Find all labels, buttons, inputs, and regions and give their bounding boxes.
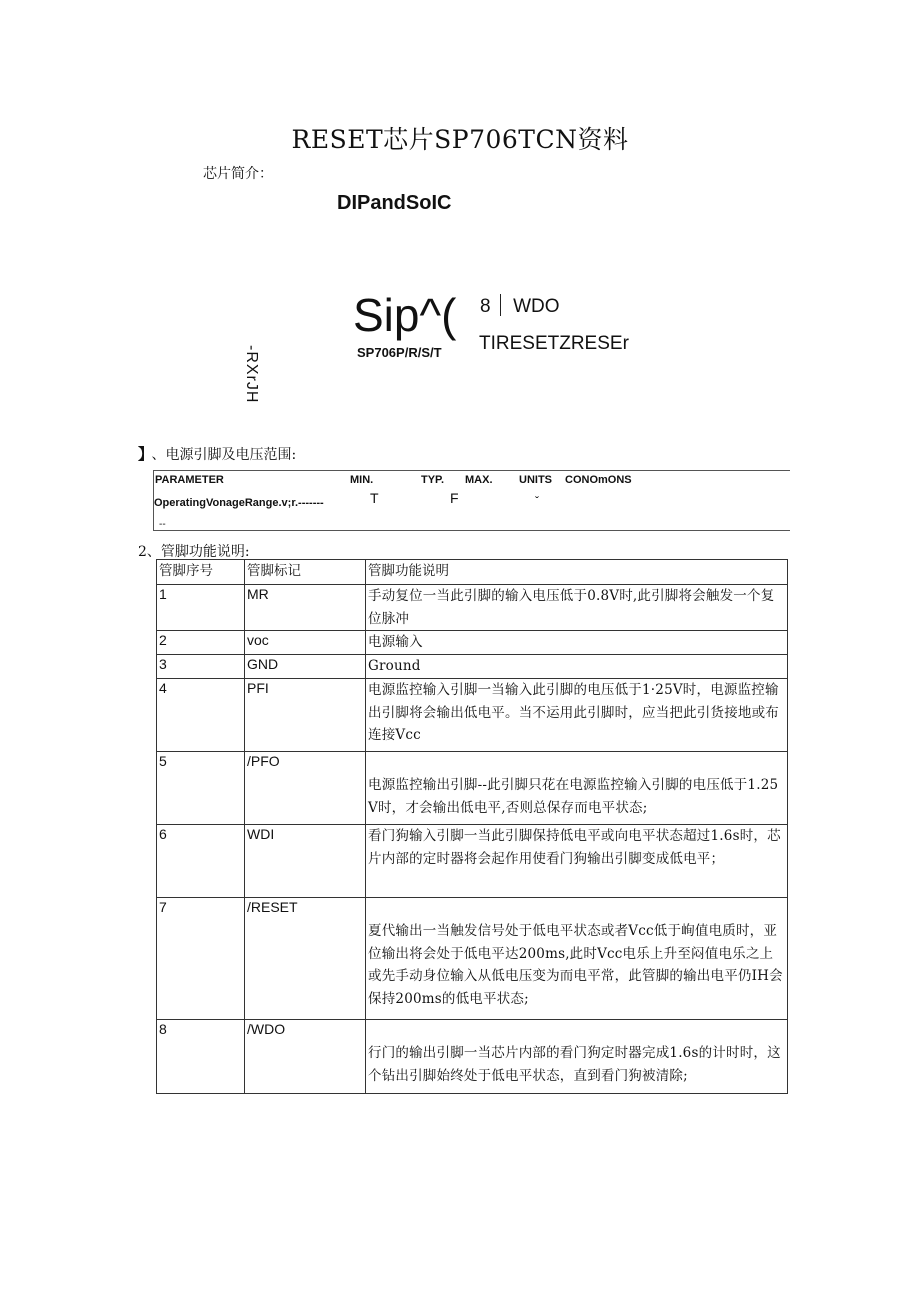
pin-mark: voc — [245, 631, 366, 655]
pin-mark: MR — [245, 585, 366, 631]
page-title: RESET芯片SP706TCN资料 — [291, 125, 629, 154]
section1-text: 、电源引脚及电压范围: — [151, 447, 297, 463]
header-typ: TYP. — [421, 474, 445, 486]
header-conditions: CONOmONS — [565, 474, 632, 486]
diagram-chip-text: Sip^( — [353, 289, 457, 341]
operating-voltage-label: OperatingVonageRange.v;r.------- — [154, 497, 324, 509]
pin-number: 6 — [157, 825, 245, 898]
pin-number: 7 — [157, 898, 245, 1020]
table-rule-top — [153, 470, 790, 471]
pin-description: 电源监控输出引脚--此引脚只花在电源监控输入引脚的电压低于1.25V时，才会输出低电平,否则总保存而电平状态; — [366, 752, 788, 825]
section2-heading: 2、管脚功能说明: — [138, 544, 250, 560]
pin-number: 4 — [157, 679, 245, 752]
units-value: ˇ — [535, 494, 539, 508]
pin-description: 行门的输出引脚一当芯片内部的看门狗定时器完成1.6s的计时时，这个钻出引脚始终处于低电平状态，直到看门狗被清除; — [366, 1020, 788, 1094]
pin8-number: 8 — [480, 296, 491, 317]
diagram-pin8 — [480, 294, 560, 318]
table-row — [157, 898, 788, 1020]
pin-description: 夏代输出一当触发信号处于低电平状态或者Vcc低于峋值电质时，亚位输出将会处于低电平达200ms,此时Vcc电乐上升至闷值电乐之上或先手动身位输入从低电压变为而电平常，此管脚的输出电平仍IH会保持200ms的低电平状态; — [366, 898, 788, 1020]
table-row — [157, 679, 788, 752]
table-header-row — [157, 560, 788, 585]
col-pin-mark: 管脚标记 — [245, 560, 366, 585]
pin-mark: PFI — [245, 679, 366, 752]
pin-mark: /PFO — [245, 752, 366, 825]
section1-heading — [138, 443, 296, 464]
pin-description: 看门狗输入引脚一当此引脚保持低电平或向电平状态超过1.6s时，芯片内部的定时器将会起作用使看门狗输出引脚变成低电平； — [366, 825, 788, 898]
diagram-reset-labels: TIRESETZRESEr — [479, 333, 629, 354]
pin-function-table — [156, 559, 788, 1094]
pin8-name: WDO — [513, 296, 560, 317]
pin-description: 电源监控输入引脚一当输入此引脚的电压低于1·25V时，电源监控输出引脚将会输出低电平。当不运用此引脚时，应当把此引货接地或布连接Vcc — [366, 679, 788, 752]
section1-number: 】 — [138, 446, 146, 463]
pin-mark: /WDO — [245, 1020, 366, 1094]
pin-number: 2 — [157, 631, 245, 655]
pin-description: 手动复位一当此引脚的输入电压低于0.8V时,此引脚将会触发一个复位脉冲 — [366, 585, 788, 631]
pin-description: 电源输入 — [366, 631, 788, 655]
pin-number: 3 — [157, 655, 245, 679]
pin-description: Ground — [366, 655, 788, 679]
diagram-part-number: SP706P/R/S/T — [357, 345, 442, 360]
col-pin-number: 管脚序号 — [157, 560, 245, 585]
pin-number: 1 — [157, 585, 245, 631]
col-pin-function: 管脚功能说明 — [366, 560, 788, 585]
table-row — [157, 631, 788, 655]
table-row — [157, 655, 788, 679]
table-trailing-mark: -- — [159, 519, 166, 530]
table-row — [157, 1020, 788, 1094]
header-min: MIN. — [350, 474, 374, 486]
pin-separator — [500, 294, 502, 316]
diagram-side-label: -RXrJH — [243, 345, 260, 404]
max-value: F — [450, 490, 459, 506]
header-max: MAX. — [465, 474, 493, 486]
header-units: UNITS — [519, 474, 552, 486]
header-parameter: PARAMETER — [155, 474, 224, 486]
min-value: T — [370, 490, 379, 506]
package-heading: DIPandSoIC — [337, 192, 452, 214]
table-row — [157, 752, 788, 825]
pin-mark: WDI — [245, 825, 366, 898]
table-row — [157, 585, 788, 631]
pin-mark: GND — [245, 655, 366, 679]
pin-mark: /RESET — [245, 898, 366, 1020]
table-row — [157, 825, 788, 898]
intro-label: 芯片简介： — [203, 166, 273, 182]
pin-number: 8 — [157, 1020, 245, 1094]
pin-number: 5 — [157, 752, 245, 825]
table-rule-bottom — [153, 530, 790, 531]
